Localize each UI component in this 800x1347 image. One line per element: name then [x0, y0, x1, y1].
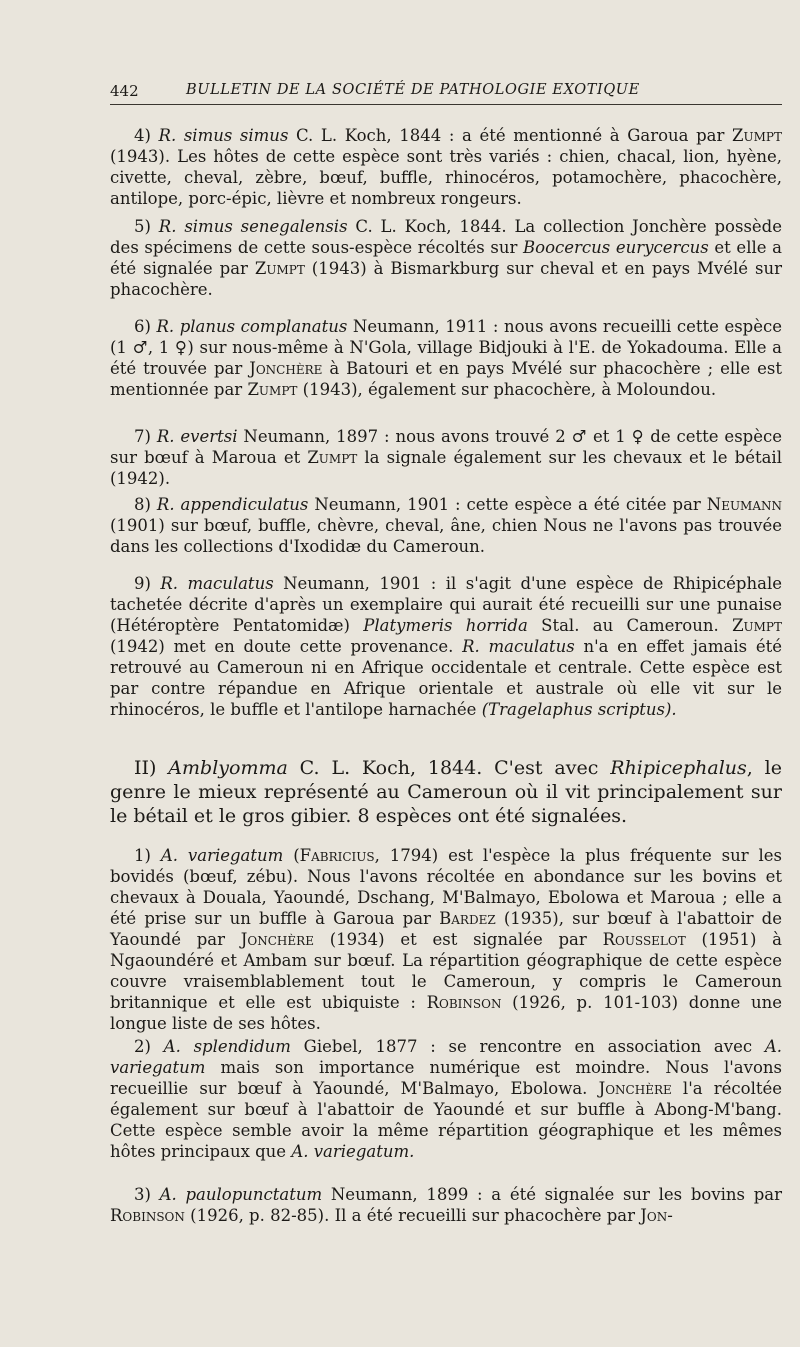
text-run: (1935), sur bœuf à l'abattoir de Yaoundé par [110, 909, 782, 949]
text-run: Stal. au Cameroun. [527, 616, 733, 635]
text-run: la signale également sur les chevaux et le bétail (1942). [110, 448, 782, 488]
running-title: BULLETIN DE LA SOCIÉTÉ DE PATHOLOGIE EXOTIQUE [186, 82, 640, 98]
author-name: Zumpt [307, 448, 358, 467]
text-run: 4) [134, 126, 159, 145]
paragraph-r-simus-simus [110, 125, 782, 209]
text-run: 7) [134, 427, 157, 446]
text-run: mais son importance numérique est moindre. Nous l'avons recueillie sur bœuf à Yaoundé, M'Balmayo, Ebolowa. [110, 1058, 782, 1098]
author-name: Bardez [439, 909, 496, 928]
text-run: Neumann, 1899 : a été signalée sur les bovins par [322, 1185, 783, 1204]
text-run: (1943), également sur phacochère, à Moloundou. [297, 380, 717, 399]
text-run: à Batouri et en pays Mvélé sur phacochère ; elle est mentionnée par [110, 359, 782, 399]
page-number: 442 [110, 82, 139, 100]
author-name: Jonchère [240, 930, 314, 949]
author-name: Jonchère [598, 1079, 672, 1098]
paragraph-a-paulopunctatum [110, 1184, 782, 1226]
text-run: 3) [134, 1185, 160, 1204]
taxon-name: Rhipicephalus [610, 757, 747, 779]
taxon-name: Boocercus eurycercus [523, 238, 709, 257]
taxon-name: A. paulopunctatum [159, 1185, 323, 1204]
text-run: et elle a été signalée par [110, 238, 782, 278]
text-run: C. L. Koch, 1844. La collection Jonchère possède des spécimens de cette sous-espèce récoltés sur [110, 217, 783, 257]
taxon-name: Amblyomma [168, 757, 288, 779]
text-run: Neumann, 1897 : nous avons trouvé 2 ♂ et 1 ♀ de cette espèce sur bœuf à Maroua et [110, 427, 782, 467]
author-name: Robinson [426, 993, 502, 1012]
text-run: 8) [134, 495, 157, 514]
taxon-name: R. simus senegalensis [158, 217, 348, 236]
text-run: C. L. Koch, 1844 : a été mentionné à Garoua par [288, 126, 733, 145]
taxon-name: R. evertsi [156, 427, 238, 446]
text-run: (1901) sur bœuf, buffle, chèvre, cheval, âne, chien Nous ne l'avons pas trouvée dans les collections d'Ixodidæ du Cameroun. [110, 516, 782, 556]
text-run: n'a en effet jamais été retrouvé au Cameroun ni en Afrique occidentale et centrale. Cette espèce est par contre répandue en Afrique orientale et australe où elle vit sur le rhinocéros, le buffle et l'antilope harnachée [110, 637, 783, 719]
author-name: Zumpt [732, 126, 782, 145]
text-run: 9) [134, 574, 161, 593]
taxon-name: A. variegatum [110, 1037, 782, 1077]
author-name: Rousselot [602, 930, 686, 949]
author-name: Jon- [640, 1206, 673, 1225]
text-run: Neumann, 1901 : il s'agit d'une espèce de Rhipicéphale tachetée décrite d'après un exemplaire qui aurait été recueilli sur une punaise (Hétéroptère Pentatomidæ) [110, 574, 782, 635]
author-name: Zumpt [732, 616, 783, 635]
author-name: Jonchère [249, 359, 323, 378]
text-run: (1926, p. 101-103) donne une longue liste de ses hôtes. [110, 993, 783, 1033]
text-run: , le genre le mieux représenté au Cameroun où il vit principalement sur le bétail et le gros gibier. 8 espèces ont été signalées. [110, 757, 782, 827]
text-run: (1943). Les hôtes de cette espèce sont très variés : chien, chacal, lion, hyène, civette, cheval, zèbre, bœuf, buffle, rhinocéros, potamochère, phacochère, antilope, porc-épic, lièvre et nombreux rongeurs. [110, 147, 782, 208]
author-name: Neumann [706, 495, 783, 514]
paragraph-a-splendidum [110, 1036, 782, 1162]
author-name: Zumpt [247, 380, 298, 399]
text-run: C. L. Koch, 1844. C'est avec [287, 757, 611, 779]
text-run: ( [283, 846, 300, 865]
paragraph-r-planus-complanatus [110, 316, 782, 400]
text-run: 2) [134, 1037, 164, 1056]
text-run: , 1794) est l'espèce la plus fréquente sur les bovidés (bœuf, zébu). Nous l'avons récoltée en abondance sur les bovins et chevaux à Douala, Yaoundé, Dschang, M'Balmayo, Ebolowa et Maroua ; elle a été prise sur un buffle à Garoua par [110, 846, 782, 928]
text-run: (1934) et est signalée par [313, 930, 603, 949]
text-run: (1926, p. 82-85). Il a été recueilli sur phacochère par [184, 1206, 641, 1225]
header-rule [110, 104, 782, 105]
text-run: (1942) met en doute cette provenance. [110, 637, 463, 656]
paragraph-r-simus-senegalensis [110, 216, 782, 300]
text-run: Neumann, 1911 : nous avons recueilli cette espèce (1 ♂, 1 ♀) sur nous-même à N'Gola, village Bidjouki à l'E. de Yokadouma. Elle a été trouvée par [110, 317, 783, 378]
text-run: (1951) à Ngaoundéré et Ambam sur bœuf. La répartition géographique de cette espèce couvre vraisemblablement tout le Cameroun, y compris le Cameroun britannique et elle est ubiquiste : [110, 930, 782, 1012]
paragraph-r-evertsi [110, 426, 782, 489]
taxon-name: Platymeris horrida [363, 616, 528, 635]
paragraph-r-appendiculatus [110, 494, 782, 557]
text-run: l'a récoltée également sur bœuf à l'abattoir de Yaoundé et sur buffle à Abong-M'bang. Cette espèce semble avoir la même répartition géographique et les mêmes hôtes principaux que [110, 1079, 783, 1161]
taxon-name: R. maculatus [462, 637, 575, 656]
page-header [110, 82, 670, 106]
taxon-name: A. splendidum [163, 1037, 291, 1056]
text-run: Neumann, 1901 : cette espèce a été citée par [308, 495, 707, 514]
author-name: Robinson [110, 1206, 185, 1225]
text-run: 1) [134, 846, 161, 865]
taxon-name: R. simus simus [158, 126, 289, 145]
taxon-name: (Tragelaphus scriptus). [481, 700, 677, 719]
paragraph-amblyomma-genus [110, 756, 782, 828]
taxon-name: R. appendiculatus [156, 495, 309, 514]
paragraph-r-maculatus [110, 573, 782, 720]
text-run: (1943) à Bismarkburg sur cheval et en pays Mvélé sur phacochère. [110, 259, 782, 299]
text-run: 5) [134, 217, 159, 236]
taxon-name: A. variegatum. [291, 1142, 415, 1161]
taxon-name: A. variegatum [160, 846, 284, 865]
text-run: Giebel, 1877 : se rencontre en association avec [290, 1037, 765, 1056]
taxon-name: R. planus complanatus [156, 317, 348, 336]
author-name: Fabricius [299, 846, 375, 865]
taxon-name: R. maculatus [160, 574, 274, 593]
text-run: 6) [134, 317, 157, 336]
paragraph-a-variegatum [110, 845, 782, 1034]
author-name: Zumpt [254, 259, 305, 278]
text-run: II) [134, 757, 169, 779]
